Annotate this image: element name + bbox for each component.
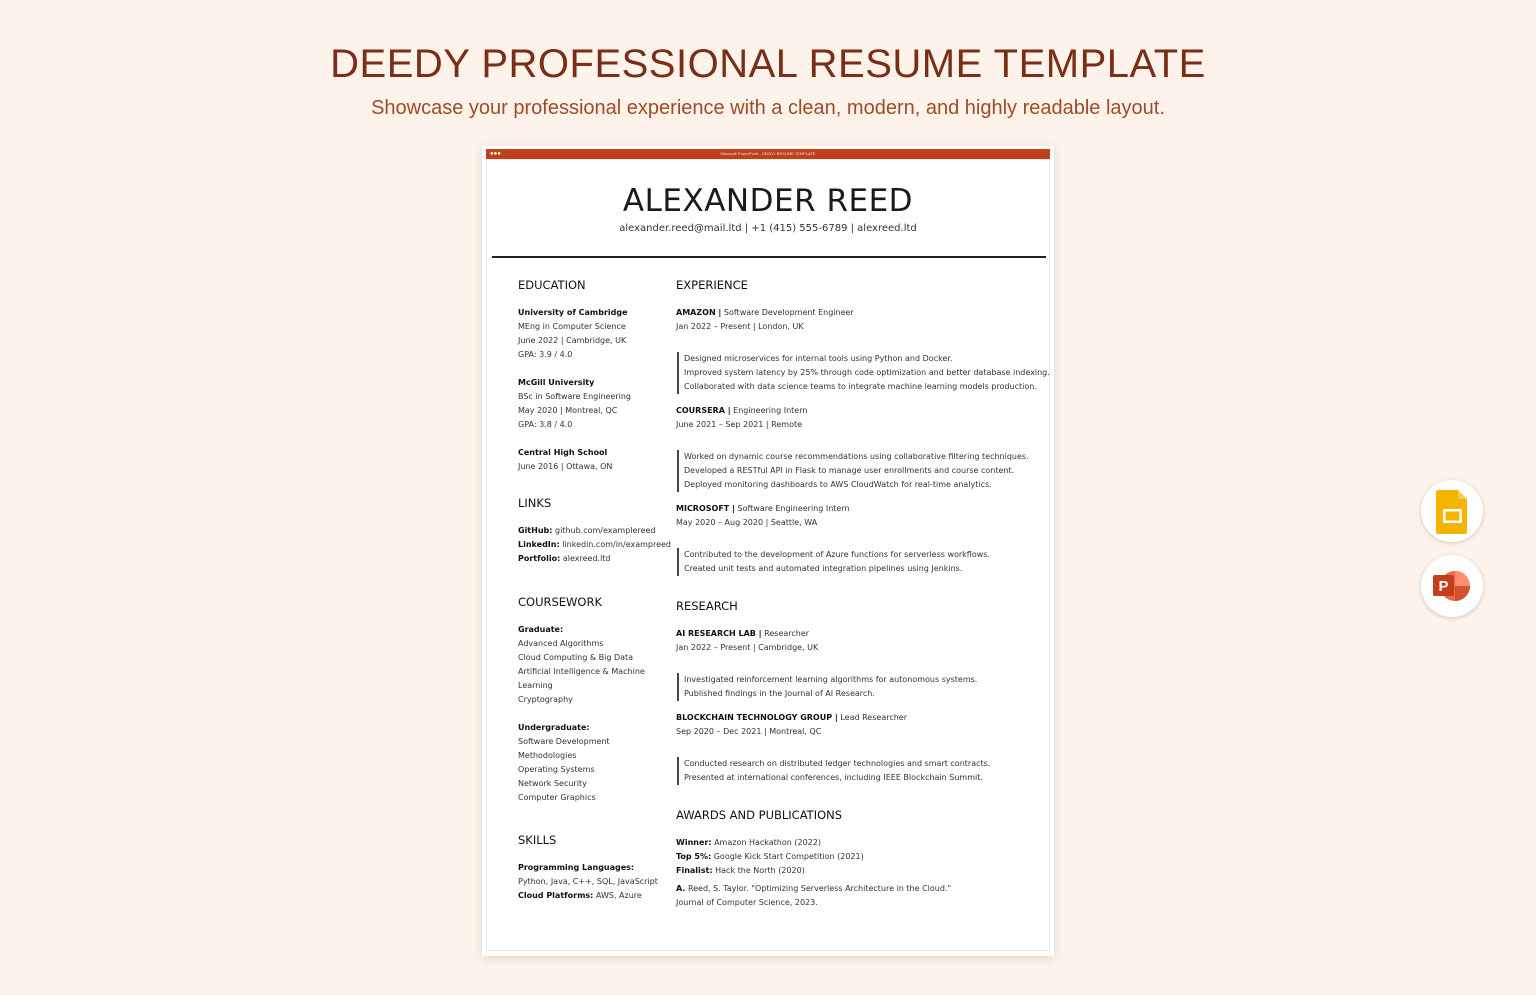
education-list xyxy=(518,306,658,474)
resume-contact: alexander.reed@mail.ltd | +1 (415) 555-6789 | alexreed.ltd xyxy=(619,223,917,234)
research-meta: Sep 2020 – Dec 2021 | Montreal, QC xyxy=(676,727,822,736)
bullet-line: Created unit tests and automated integration pipelines using Jenkins. xyxy=(684,564,963,573)
school-detail: GPA: 3.8 / 4.0 xyxy=(518,420,573,429)
awards-heading: AWARDS AND PUBLICATIONS xyxy=(676,808,843,822)
research-bullets xyxy=(677,757,1036,785)
bullet-line: Conducted research on distributed ledger technologies and smart contracts. xyxy=(684,759,991,768)
course-item: Software Development xyxy=(518,737,610,746)
course-item: Learning xyxy=(518,681,553,690)
skills-programming-label: Programming Languages: xyxy=(518,863,635,872)
publication-journal: Journal of Computer Science, 2023. xyxy=(676,898,818,907)
school-detail: May 2020 | Montreal, QC xyxy=(518,406,618,415)
header-divider xyxy=(492,256,1046,258)
coursework-undergraduate-label: Undergraduate: xyxy=(518,723,590,732)
course-item: Network Security xyxy=(518,779,587,788)
window-controls-icon: ●●● xyxy=(490,151,501,157)
powerpoint-icon xyxy=(1421,555,1483,617)
job-bullets xyxy=(677,352,1050,394)
bullet-line: Published findings in the Journal of AI Research. xyxy=(684,689,875,698)
research-meta: Jan 2022 – Present | Cambridge, UK xyxy=(676,643,819,652)
google-slides-button[interactable] xyxy=(1421,480,1483,542)
job-entry xyxy=(676,306,1050,394)
bullet-line: Collaborated with data science teams to integrate machine learning models production. xyxy=(684,382,1037,391)
skills-programming-value: Python, Java, C++, SQL, JavaScript xyxy=(518,877,658,886)
course-item: Artificial Intelligence & Machine xyxy=(518,667,645,676)
bullet-line: Presented at international conferences, including IEEE Blockchain Summit. xyxy=(684,773,983,782)
google-slides-icon xyxy=(1421,480,1483,542)
svg-text:P: P xyxy=(1438,578,1449,595)
job-meta: June 2021 – Sep 2021 | Remote xyxy=(676,420,803,429)
research-entry xyxy=(676,711,1036,785)
research-bullets xyxy=(677,673,1036,701)
link-portfolio: Portfolio: alexreed.ltd xyxy=(518,554,611,563)
resume-name: ALEXANDER REED xyxy=(622,183,914,219)
course-item: Cryptography xyxy=(518,695,573,704)
experience-heading: EXPERIENCE xyxy=(676,278,748,292)
bullet-line: Investigated reinforcement learning algorithms for autonomous systems. xyxy=(684,675,978,684)
education-heading: EDUCATION xyxy=(518,278,586,292)
job-title: COURSERA | Engineering Intern xyxy=(676,406,808,415)
resume-page xyxy=(486,159,1050,951)
bullet-line: Contributed to the development of Azure functions for serverless workflows. xyxy=(684,550,990,559)
school-detail: June 2016 | Ottawa, ON xyxy=(518,462,613,471)
job-entry xyxy=(676,404,1036,492)
job-bullets xyxy=(677,548,1036,576)
research-title: BLOCKCHAIN TECHNOLOGY GROUP | Lead Researcher xyxy=(676,713,908,722)
powerpoint-button[interactable] xyxy=(1421,555,1483,617)
window-titlebar xyxy=(486,149,1050,159)
research-heading: RESEARCH xyxy=(676,599,738,613)
course-item: Computer Graphics xyxy=(518,793,596,802)
publication-citation: A. Reed, S. Taylor. "Optimizing Serverless Architecture in the Cloud." xyxy=(676,884,952,893)
award-item: Winner: Amazon Hackathon (2022) xyxy=(676,838,821,847)
research-title: AI RESEARCH LAB | Researcher xyxy=(676,629,810,638)
window-title: Microsoft PowerPoint - DEEDY RESUME TEMPLATE xyxy=(720,151,816,156)
document-preview xyxy=(482,146,1054,956)
job-entry xyxy=(676,502,1036,576)
skills-heading: SKILLS xyxy=(518,833,557,847)
bullet-line: Designed microservices for internal tools using Python and Docker. xyxy=(684,354,953,363)
school-detail: MEng in Computer Science xyxy=(518,322,626,331)
page-subtitle: Showcase your professional experience with a clean, modern, and highly readable layout. xyxy=(371,97,1165,119)
link-linkedin: LinkedIn: linkedin.com/in/exampreed xyxy=(518,540,672,549)
course-item: Cloud Computing & Big Data xyxy=(518,653,634,662)
research-entry xyxy=(676,627,1036,701)
coursework-heading: COURSEWORK xyxy=(518,595,603,609)
bullet-line: Developed a RESTful API in Flask to manage user enrollments and course content. xyxy=(684,466,1015,475)
course-item: Advanced Algorithms xyxy=(518,639,604,648)
job-meta: May 2020 – Aug 2020 | Seattle, WA xyxy=(676,518,818,527)
bullet-line: Improved system latency by 25% through code optimization and better database indexing. xyxy=(684,368,1050,377)
school-name: McGill University xyxy=(518,378,595,387)
left-column xyxy=(518,278,672,903)
job-meta: Jan 2022 – Present | London, UK xyxy=(676,322,804,331)
link-github: GitHub: github.com/examplereed xyxy=(518,526,656,535)
page-title: DEEDY PROFESSIONAL RESUME TEMPLATE xyxy=(330,42,1206,86)
school-detail: June 2022 | Cambridge, UK xyxy=(518,336,627,345)
award-item: Top 5%: Google Kick Start Competition (2021) xyxy=(676,852,864,861)
school-name: University of Cambridge xyxy=(518,308,628,317)
course-item: Operating Systems xyxy=(518,765,595,774)
award-item: Finalist: Hack the North (2020) xyxy=(676,866,805,875)
links-heading: LINKS xyxy=(518,496,552,510)
job-title: AMAZON | Software Development Engineer xyxy=(676,308,854,317)
coursework-graduate-label: Graduate: xyxy=(518,625,564,634)
school-detail: GPA: 3.9 / 4.0 xyxy=(518,350,573,359)
school-detail: BSc in Software Engineering xyxy=(518,392,632,401)
course-item: Methodologies xyxy=(518,751,577,760)
school-name: Central High School xyxy=(518,448,608,457)
skills-cloud: Cloud Platforms: AWS, Azure xyxy=(518,891,642,900)
job-bullets xyxy=(677,450,1036,492)
bullet-line: Deployed monitoring dashboards to AWS CloudWatch for real-time analytics. xyxy=(684,480,992,489)
job-title: MICROSOFT | Software Engineering Intern xyxy=(676,504,850,513)
right-column xyxy=(676,278,1050,910)
bullet-line: Worked on dynamic course recommendations using collaborative filtering techniques. xyxy=(684,452,1029,461)
